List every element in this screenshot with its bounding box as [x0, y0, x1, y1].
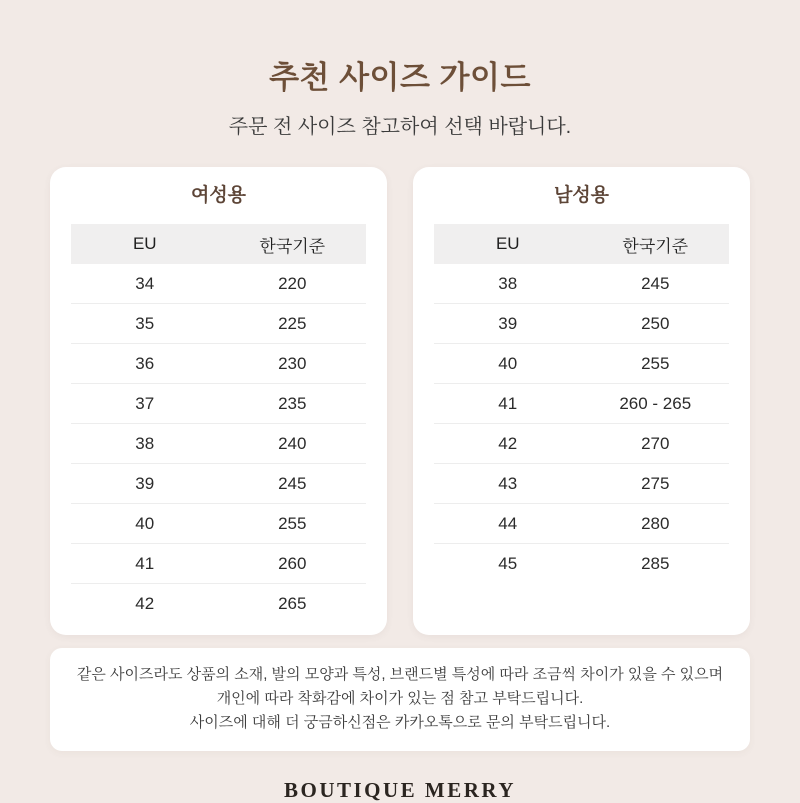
table-row — [71, 264, 366, 304]
mens-table-header — [434, 224, 729, 264]
eu-size-cell: 37 — [135, 393, 155, 413]
table-row — [434, 424, 729, 464]
table-row — [71, 544, 366, 584]
table-row — [71, 584, 366, 624]
notice-line: 사이즈에 대해 더 궁금하신점은 카카오톡으로 문의 부탁드립니다. — [189, 714, 611, 731]
mens-table-title: 남성용 — [553, 185, 610, 206]
eu-size-cell: 35 — [135, 313, 155, 333]
table-row — [434, 544, 729, 584]
eu-size-cell: 42 — [498, 433, 518, 453]
table-row — [434, 264, 729, 304]
korea-size-cell: 260 — [278, 553, 307, 573]
eu-size-cell: 39 — [135, 473, 155, 493]
table-row — [434, 384, 729, 424]
korea-standard-column-header: 한국기준 — [259, 236, 326, 256]
korea-size-cell: 265 — [278, 594, 307, 613]
table-row — [71, 424, 366, 464]
size-notice-box — [50, 648, 750, 751]
eu-size-cell: 41 — [498, 393, 518, 413]
eu-column-header: EU — [132, 234, 157, 253]
eu-size-cell: 40 — [498, 353, 518, 373]
table-row — [434, 504, 729, 544]
page-title: 추천 사이즈 가이드 — [269, 60, 531, 95]
korea-size-cell: 230 — [278, 353, 307, 373]
eu-size-cell: 45 — [498, 554, 518, 573]
page-header — [0, 0, 800, 139]
eu-column-header: EU — [495, 234, 520, 253]
eu-size-cell: 43 — [498, 473, 518, 493]
brand-logo-text: BOUTIQUE MERRY — [283, 778, 517, 802]
eu-size-cell: 36 — [135, 353, 155, 373]
eu-size-cell: 34 — [135, 273, 155, 293]
korea-size-cell: 240 — [278, 433, 307, 453]
korea-standard-column-header: 한국기준 — [622, 236, 689, 256]
womens-table-title: 여성용 — [190, 185, 247, 206]
table-row — [71, 384, 366, 424]
korea-size-cell: 255 — [278, 513, 307, 533]
eu-size-cell: 38 — [135, 433, 155, 453]
table-row — [71, 504, 366, 544]
womens-table-header — [71, 224, 366, 264]
korea-size-cell: 245 — [641, 273, 670, 293]
eu-size-cell: 39 — [498, 313, 518, 333]
eu-size-cell: 38 — [498, 273, 518, 293]
korea-size-cell: 245 — [278, 473, 307, 493]
table-row — [71, 304, 366, 344]
korea-size-cell: 220 — [278, 273, 307, 293]
eu-size-cell: 41 — [135, 553, 155, 573]
womens-table-body — [71, 264, 366, 624]
korea-size-cell: 280 — [641, 513, 670, 533]
table-row — [71, 344, 366, 384]
notice-line: 같은 사이즈라도 상품의 소재, 발의 모양과 특성, 브랜드별 특성에 따라 조금씩 차이가 있을 수 있으며 — [76, 666, 724, 683]
korea-size-cell: 285 — [641, 554, 670, 573]
eu-size-cell: 44 — [498, 513, 518, 533]
mens-size-card — [413, 167, 750, 635]
korea-size-cell: 260 - 265 — [619, 393, 692, 413]
page-subtitle: 주문 전 사이즈 참고하여 선택 바랍니다. — [228, 116, 572, 138]
table-row — [434, 304, 729, 344]
table-row — [71, 464, 366, 504]
table-row — [434, 464, 729, 504]
size-tables-container — [50, 167, 750, 635]
mens-table-body — [434, 264, 729, 584]
womens-size-card — [50, 167, 387, 635]
korea-size-cell: 250 — [641, 313, 670, 333]
table-row — [434, 344, 729, 384]
korea-size-cell: 255 — [641, 353, 670, 373]
korea-size-cell: 235 — [278, 393, 307, 413]
korea-size-cell: 270 — [641, 433, 670, 453]
notice-line: 개인에 따라 착화감에 차이가 있는 점 참고 부탁드립니다. — [216, 690, 584, 707]
korea-size-cell: 275 — [641, 473, 670, 493]
korea-size-cell: 225 — [278, 313, 307, 333]
eu-size-cell: 42 — [135, 594, 155, 613]
eu-size-cell: 40 — [135, 513, 155, 533]
